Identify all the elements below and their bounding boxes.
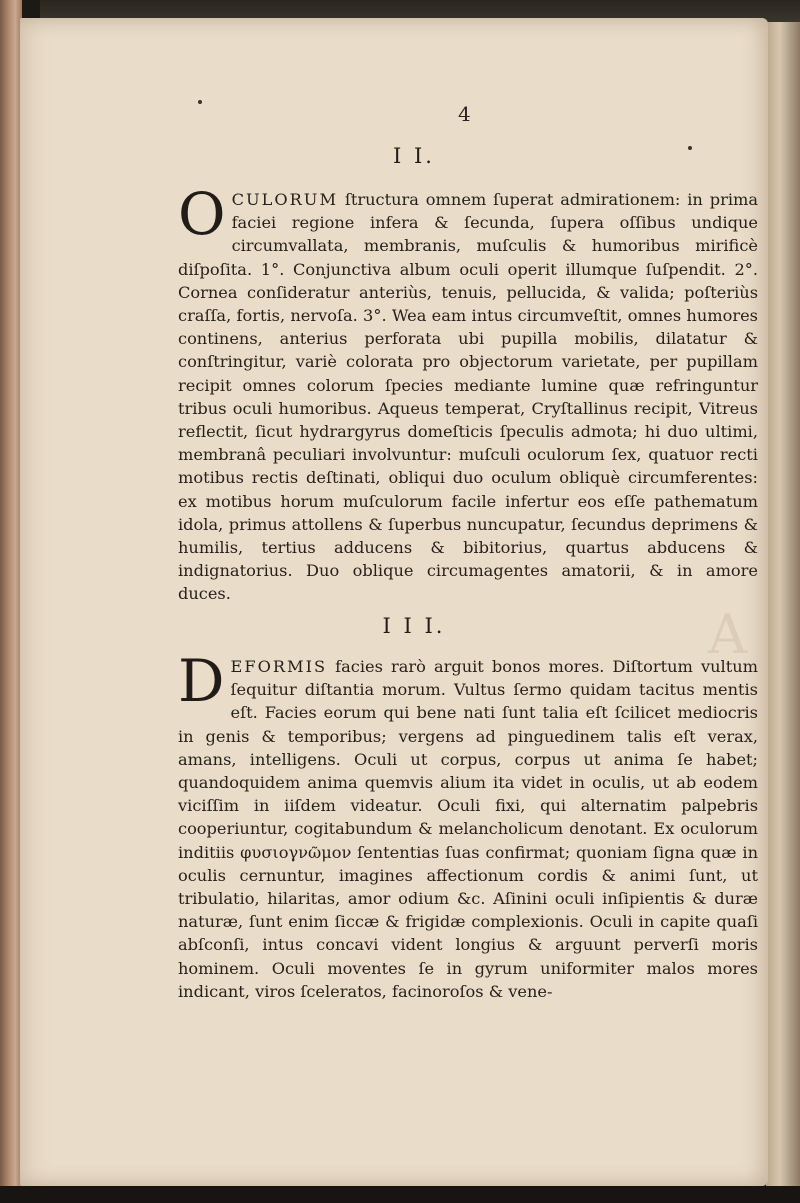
section-3-paragraph xyxy=(178,647,758,1003)
section-number-3: I I I. xyxy=(382,614,446,638)
bleed-through-letter: A xyxy=(708,603,747,666)
section-2-paragraph xyxy=(178,180,758,606)
book-binding xyxy=(0,0,22,1203)
book-page xyxy=(20,18,768,1186)
section-number-2: I I. xyxy=(393,144,435,168)
book-page-stack xyxy=(766,22,800,1192)
lead-word: CULORUM xyxy=(231,190,339,209)
lead-word: EFORMIS xyxy=(230,657,328,676)
section-2-body: ſtructura omnem ſuperat admirationem: in prima faciei regione infera & ſecunda, ſupera oſſibus undique circumvallata, membranis, muſculis & humoribus mirificè diſpoſita. 1°. Conjunctiva album oculi operit illumque ſuſpendit. 2°. Cornea conſideratur anteriùs, tenuis, pellucida, & valida; poſteriùs craſſa, fortis, nervoſa. 3°. Wea eam intus circumveſtit, omnes humores continens, anterius perforata ubi pupilla mobilis, dilatatur & conſtringitur, variè colorata pro objectorum varietate, per pupillam recipit omnes colorum ſpecies mediante lumine quæ refringuntur tribus oculi humoribus. Aqueus temperat, Cryſtallinus recipit, Vitreus reflectit, ſicut hydrargyrus domeſticis ſpeculis admota; hi duo ultimi, membranâ peculiari involvuntur: muſculi oculorum ſex, quatuor recti motibus rectis deſtinati, obliqui duo oculum obliquè circumferentes: ex motibus horum muſculorum facile infertur eos eſſe pathematum idola, primus attollens & ſuperbus nuncupatur, ſecundus deprimens & humilis, tertius adducens & bibitorius, quartus abducens & indignatorius. Duo oblique circumagentes amatorii, & in amore duces. xyxy=(178,190,758,604)
drop-cap-d: D xyxy=(178,647,225,715)
scan-bottom-edge xyxy=(0,1186,800,1203)
ink-speck xyxy=(198,100,202,104)
section-3-body: facies rarò arguit bonos mores. Diſtortum vultum ſequitur diſtantia morum. Vultus ſermo quidam tacitus mentis eſt. Facies eorum qui bene nati ſunt talia eſt ſcilicet mediocris in genis & temporibus; vergens ad pinguedinem talis eſt verax, amans, intelligens. Oculi ut corpus, corpus ut anima ſe habet; quandoquidem anima quemvis alium ita videt in oculis, ut ab eodem viciſſim in iiſdem videatur. Oculi fixi, qui alternatim palpebris cooperiuntur, cogitabundum & melancholicum denotant. Ex oculorum inditiis φυσιογνῶμον ſententias ſuas confirmat; quoniam ſigna quæ in oculis cernuntur, imagines affectionum cordis & animi ſunt, ut tribulatio, hilaritas, amor odium &c. Aſinini oculi inſipientis & duræ naturæ, ſunt enim ſiccæ & frigidæ complexionis. Oculi in capite quaſi abſconſi, intus concavi vident longius & arguunt perverſi moris hominem. Oculi moventes ſe in gyrum uniformiter malos mores indicant, viros ſceleratos, facinoroſos & vene- xyxy=(178,657,758,1001)
page-number: 4 xyxy=(458,102,471,126)
drop-cap-o: O xyxy=(178,180,226,248)
